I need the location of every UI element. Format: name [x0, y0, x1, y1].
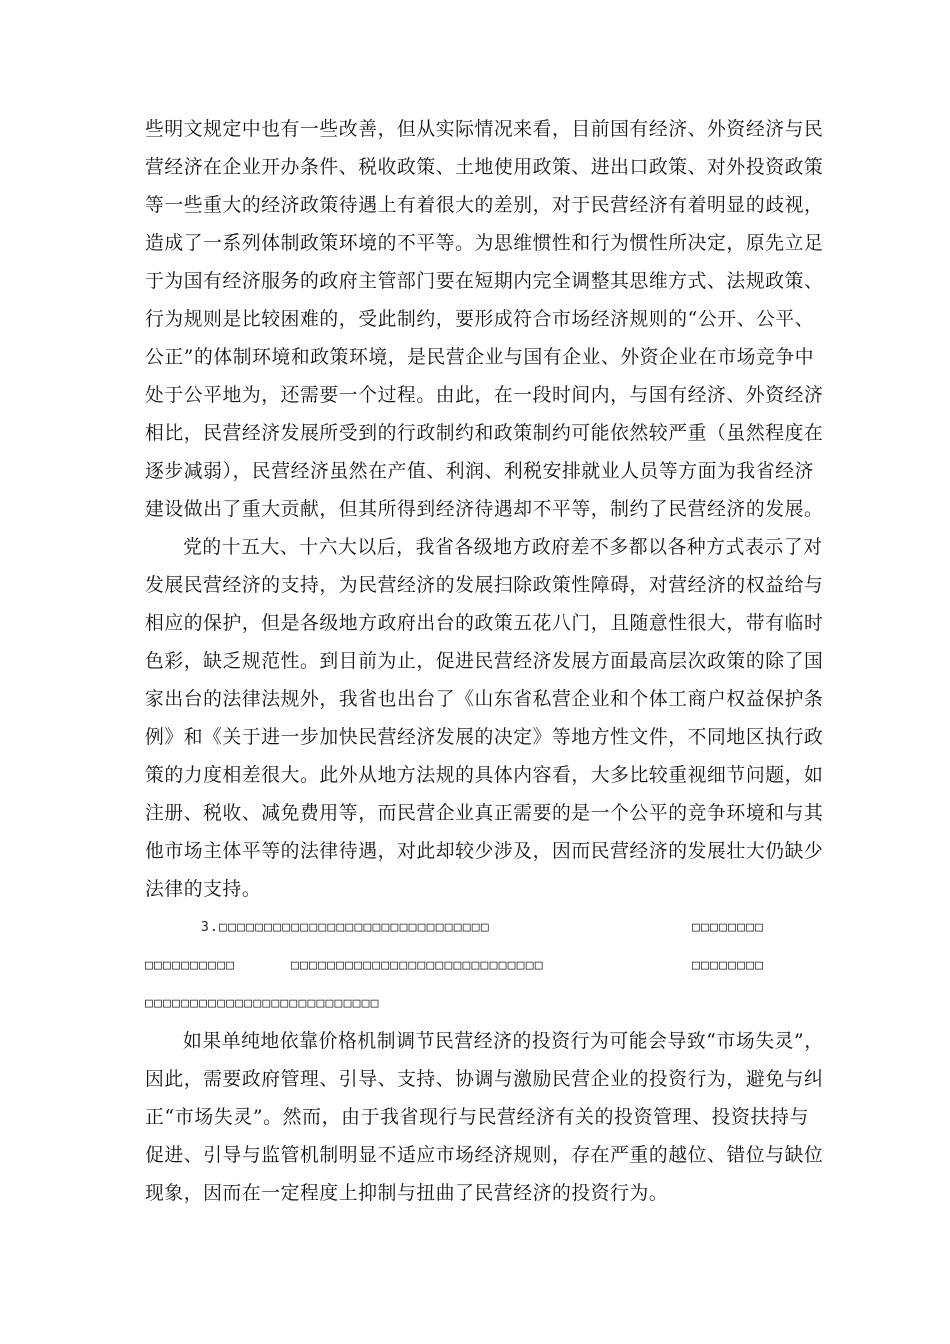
heading-garbled-text: □□□□□□□□	[692, 958, 765, 973]
text-line: 促进、引导与监管机制明显不适应市场经济规则，存在严重的越位、错位与缺位	[145, 1145, 824, 1166]
text-line: 些明文规定中也有一些改善，但从实际情况来看，目前国有经济、外资经济与民	[145, 119, 824, 140]
text-line: 于为国有经济服务的政府主管部门要在短期内完全调整其思维方式、法规政策、	[145, 271, 824, 292]
text-line: 逐步减弱），民营经济虽然在产值、利润、利税安排就业人员等方面为我省经济	[145, 461, 814, 482]
text-line: 如果单纯地依靠价格机制调节民营经济的投资行为可能会导致“市场失灵”，	[183, 1031, 824, 1052]
text-line: 党的十五大、十六大以后，我省各级地方政府差不多都以各种方式表示了对	[183, 537, 823, 558]
text-line: 现象，因而在一定程度上抑制与扭曲了民营经济的投资行为。	[145, 1183, 669, 1204]
text-line: 行为规则是比较困难的，受此制约，要形成符合市场经济规则的“公开、公平、	[145, 309, 815, 330]
text-line: 发展民营经济的支持，为民营经济的发展扫除政策性障碍，对营经济的权益给与	[145, 575, 824, 596]
heading-garbled-text: 3.□□□□□□□□□□□□□□□□□□□□□□□□□□□□□□	[201, 920, 490, 935]
text-line: 法律的支持。	[145, 879, 262, 900]
text-line: 色彩，缺乏规范性。到目前为止，促进民营经济发展方面最高层次政策的除了国	[145, 651, 824, 672]
text-line: 策的力度相差很大。此外从地方法规的具体内容看，大多比较重视细节问题，如	[145, 765, 824, 786]
text-line: 相比，民营经济发展所受到的行政制约和政策制约可能依然较严重（虽然程度在	[145, 423, 824, 444]
text-line: 因此，需要政府管理、引导、支持、协调与激励民营企业的投资行为，避免与纠	[145, 1069, 824, 1090]
text-line: 造成了一系列体制政策环境的不平等。为思维惯性和行为惯性所决定，原先立足	[145, 233, 824, 254]
heading-garbled-text: □□□□□□□□□□□□□□□□□□□□□□□□□□	[145, 996, 380, 1011]
text-line: 建设做出了重大贡献，但其所得到经济待遇却不平等，制约了民营经济的发展。	[145, 499, 824, 520]
heading-garbled-text: □□□□□□□□□□	[145, 958, 236, 973]
text-line: 处于公平地为，还需要一个过程。由此，在一段时间内，与国有经济、外资经济	[145, 385, 824, 406]
text-line: 家出台的法律法规外，我省也出台了《山东省私营企业和个体工商户权益保护条	[145, 689, 824, 710]
text-line: 注册、税收、减免费用等，而民营企业真正需要的是一个公平的竞争环境和与其	[145, 803, 824, 824]
text-line: 例》和《关于进一步加快民营经济发展的决定》等地方性文件，不同地区执行政	[145, 727, 824, 748]
text-line: 营经济在企业开办条件、税收政策、土地使用政策、进出口政策、对外投资政策	[145, 157, 824, 178]
text-line: 等一些重大的经济政策待遇上有着很大的差别，对于民营经济有着明显的歧视，	[145, 195, 824, 216]
text-line: 相应的保护，但是各级地方政府出台的政策五花八门，且随意性很大，带有临时	[145, 613, 824, 634]
text-line: 正“市场失灵”。然而，由于我省现行与民营经济有关的投资管理、投资扶持与	[145, 1107, 809, 1128]
heading-garbled-text: □□□□□□□□□□□□□□□□□□□□□□□□□□□□	[291, 958, 544, 973]
text-line: 他市场主体平等的法律待遇，对此却较少涉及，因而民营经济的发展壮大仍缺少	[145, 841, 824, 862]
heading-garbled-text: □□□□□□□□	[692, 920, 765, 935]
text-line: 公正”的体制环境和政策环境，是民营企业与国有企业、外资企业在市场竞争中	[145, 347, 815, 368]
